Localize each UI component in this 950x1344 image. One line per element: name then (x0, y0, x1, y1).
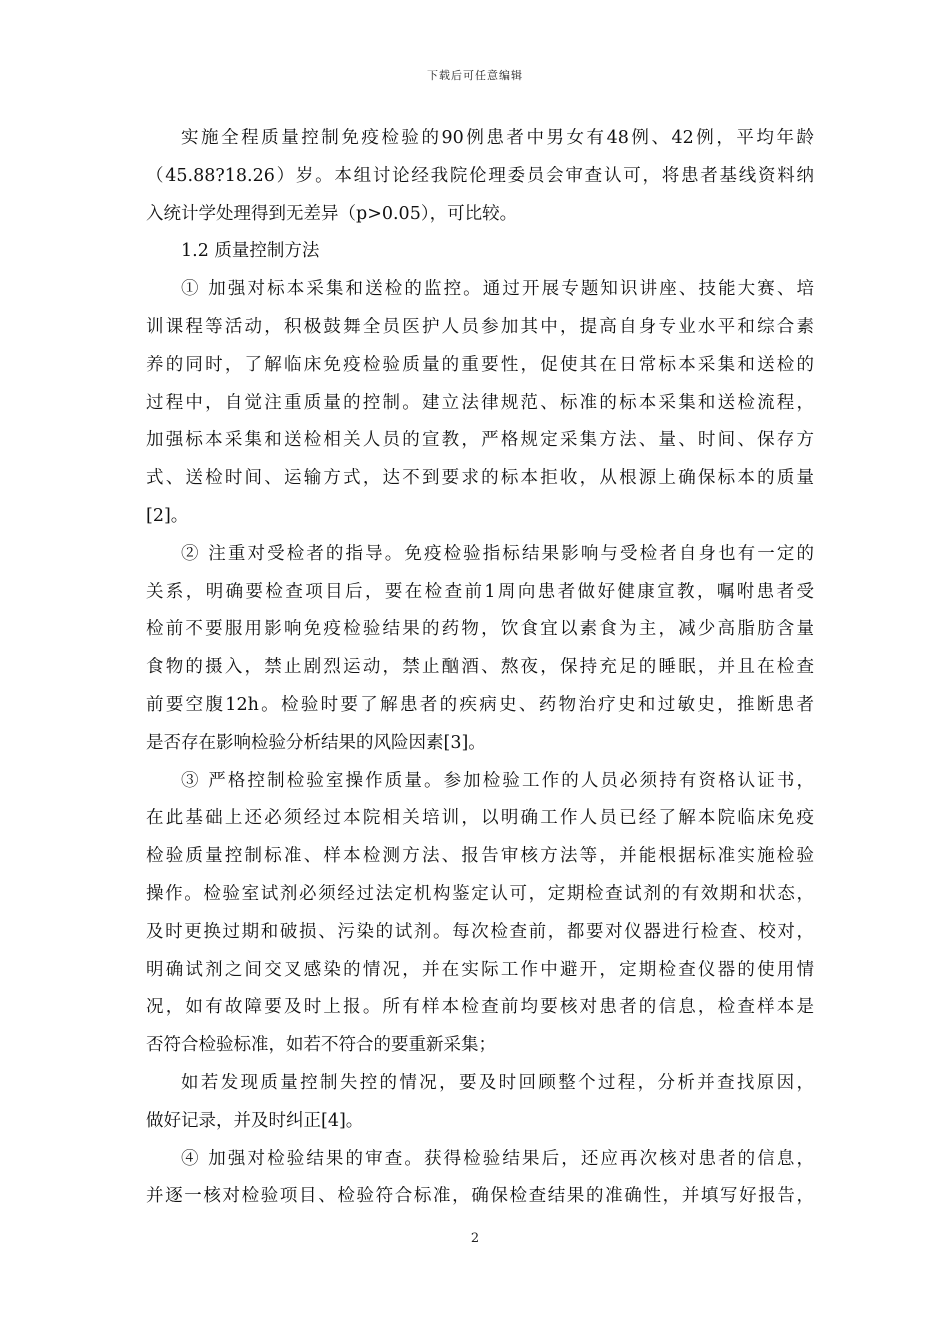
text-line: 训课程等活动，积极鼓舞全员医护人员参加其中，提高自身专业水平和综合素 (146, 316, 814, 337)
text-line: 入统计学处理得到无差异（p>0.05），可比较。 (146, 203, 518, 224)
text-line: ② 注重对受检者的指导。免疫检验指标结果影响与受检者自身也有一定的 (181, 543, 814, 564)
text-line: 在此基础上还必须经过本院相关培训，以明确工作人员已经了解本院临床免疫 (146, 808, 814, 829)
text-line: 如若发现质量控制失控的情况，要及时回顾整个过程，分析并查找原因， (181, 1072, 814, 1093)
text-line: ① 加强对标本采集和送检的监控。通过开展专题知识讲座、技能大赛、培 (181, 279, 814, 300)
text-line: 是否存在影响检验分析结果的风险因素[3]。 (146, 732, 486, 753)
text-line: 1.2 质量控制方法 (181, 241, 320, 262)
text-line: 前要空腹12h。检验时要了解患者的疾病史、药物治疗史和过敏史，推断患者 (146, 694, 814, 715)
text-line: 食物的摄入，禁止剧烈运动，禁止酗酒、熬夜，保持充足的睡眠，并且在检查 (146, 657, 814, 678)
text-line: 加强标本采集和送检相关人员的宣教，严格规定采集方法、量、时间、保存方 (146, 430, 814, 451)
text-line: 况，如有故障要及时上报。所有样本检查前均要核对患者的信息，检查样本是 (146, 997, 814, 1018)
text-line: 检前不要服用影响免疫检验结果的药物，饮食宜以素食为主，减少高脂肪含量 (146, 619, 814, 640)
text-line: 做好记录，并及时纠正[4]。 (146, 1110, 364, 1131)
text-line: ④ 加强对检验结果的审查。获得检验结果后，还应再次核对患者的信息， (181, 1148, 814, 1169)
text-line: ③ 严格控制检验室操作质量。参加检验工作的人员必须持有资格认证书， (181, 770, 814, 791)
text-line: 否符合检验标准，如若不符合的要重新采集； (146, 1035, 496, 1056)
text-line: 关系，明确要检查项目后，要在检查前1周向患者做好健康宣教，嘱咐患者受 (146, 581, 814, 602)
page-number: 2 (470, 1231, 480, 1246)
text-line: [2]。 (146, 505, 189, 526)
text-line: 检验质量控制标准、样本检测方法、报告审核方法等，并能根据标准实施检验 (146, 846, 814, 867)
text-line: 操作。检验室试剂必须经过法定机构鉴定认可，定期检查试剂的有效期和状态， (146, 883, 814, 904)
text-line: 及时更换过期和破损、污染的试剂。每次检查前，都要对仪器进行检查、校对， (146, 921, 814, 942)
text-line: （45.88?18.26）岁。本组讨论经我院伦理委员会审查认可，将患者基线资料纳 (146, 165, 814, 186)
text-line: 过程中，自觉注重质量的控制。建立法律规范、标准的标本采集和送检流程， (146, 392, 814, 413)
text-line: 实施全程质量控制免疫检验的90例患者中男女有48例、42例，平均年龄 (181, 128, 814, 148)
text-line: 明确试剂之间交叉感染的情况，并在实际工作中避开，定期检查仪器的使用情 (146, 959, 814, 980)
text-line: 式、送检时间、运输方式，达不到要求的标本拒收，从根源上确保标本的质量 (146, 468, 814, 489)
document-body (146, 120, 814, 1216)
text-line: 并逐一核对检验项目、检验符合标准，确保检查结果的准确性，并填写好报告， (146, 1186, 814, 1207)
download-note: 下载后可任意编辑 (427, 69, 523, 82)
text-line: 养的同时，了解临床免疫检验质量的重要性，促使其在日常标本采集和送检的 (146, 354, 814, 375)
